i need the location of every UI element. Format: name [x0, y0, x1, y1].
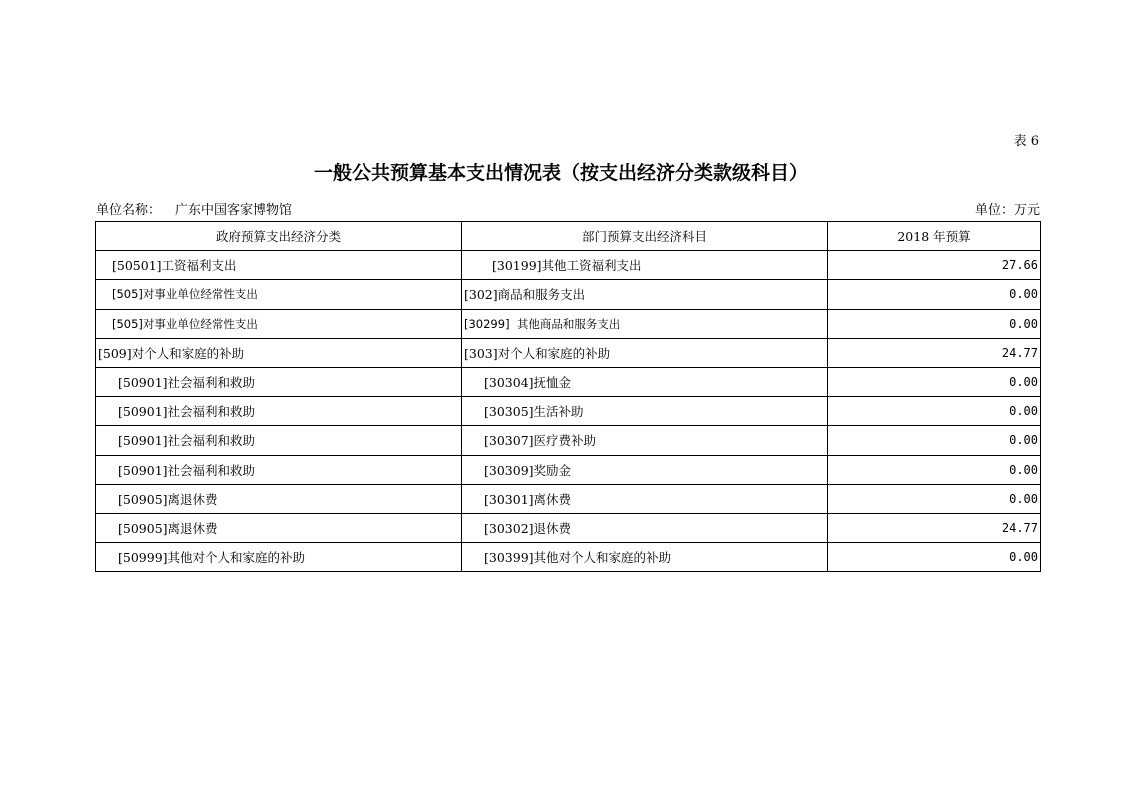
table-number: 表 6 [1013, 134, 1039, 149]
gov-class-cell: [505]对事业单位经常性支出 [96, 280, 462, 309]
table-row [96, 397, 1041, 426]
budget-amount-cell: 0.00 [828, 484, 1041, 513]
budget-amount-cell: 0.00 [828, 455, 1041, 484]
dept-item-cell: [302]商品和服务支出 [462, 280, 828, 309]
budget-amount-cell: 0.00 [828, 280, 1041, 309]
budget-amount-cell: 0.00 [828, 426, 1041, 455]
gov-class-cell: [50901]社会福利和救助 [96, 426, 462, 455]
gov-class-cell: [50901]社会福利和救助 [96, 367, 462, 396]
table-row [96, 543, 1041, 572]
gov-class-cell: [509]对个人和家庭的补助 [96, 338, 462, 367]
budget-amount-cell: 0.00 [828, 397, 1041, 426]
currency-unit: 单位：万元 [974, 203, 1040, 218]
table-row [96, 513, 1041, 542]
column-header-gov-class: 政府预算支出经济分类 [96, 222, 462, 251]
dept-item-cell: [30309]奖励金 [462, 455, 828, 484]
unit-name-label: 单位名称： [96, 203, 162, 218]
budget-amount-cell: 27.66 [828, 251, 1041, 280]
table-row [96, 309, 1041, 338]
gov-class-cell: [50901]社会福利和救助 [96, 455, 462, 484]
column-header-dept-item: 部门预算支出经济科目 [462, 222, 828, 251]
gov-class-cell: [50999]其他对个人和家庭的补助 [96, 543, 462, 572]
page-title: 一般公共预算基本支出情况表（按支出经济分类款级科目） [313, 162, 808, 184]
dept-item-cell: [30301]离休费 [462, 484, 828, 513]
gov-class-cell: [50901]社会福利和救助 [96, 397, 462, 426]
gov-class-cell: [50905]离退休费 [96, 484, 462, 513]
dept-item-cell: [30199]其他工资福利支出 [462, 251, 828, 280]
table-row [96, 484, 1041, 513]
table-row [96, 338, 1041, 367]
table-row [96, 455, 1041, 484]
table-row [96, 280, 1041, 309]
dept-item-cell: [30304]抚恤金 [462, 367, 828, 396]
budget-amount-cell: 24.77 [828, 338, 1041, 367]
gov-class-cell: [505]对事业单位经常性支出 [96, 309, 462, 338]
dept-item-cell: [30307]医疗费补助 [462, 426, 828, 455]
unit-info-row [96, 199, 1040, 217]
table-row [96, 426, 1041, 455]
dept-item-cell: [303]对个人和家庭的补助 [462, 338, 828, 367]
budget-amount-cell: 0.00 [828, 543, 1041, 572]
budget-amount-cell: 0.00 [828, 309, 1041, 338]
budget-table [95, 221, 1041, 572]
gov-class-cell: [50905]离退休费 [96, 513, 462, 542]
dept-item-cell: [30302]退休费 [462, 513, 828, 542]
dept-item-cell: [30305]生活补助 [462, 397, 828, 426]
unit-name-value: 广东中国客家博物馆 [175, 203, 293, 218]
budget-amount-cell: 24.77 [828, 513, 1041, 542]
budget-amount-cell: 0.00 [828, 367, 1041, 396]
table-header-row [96, 222, 1041, 251]
gov-class-cell: [50501]工资福利支出 [96, 251, 462, 280]
dept-item-cell: [30299] 其他商品和服务支出 [462, 309, 828, 338]
table-row [96, 251, 1041, 280]
column-header-budget: 2018 年预算 [828, 222, 1041, 251]
unit-name [96, 199, 292, 218]
table-row [96, 367, 1041, 396]
dept-item-cell: [30399]其他对个人和家庭的补助 [462, 543, 828, 572]
